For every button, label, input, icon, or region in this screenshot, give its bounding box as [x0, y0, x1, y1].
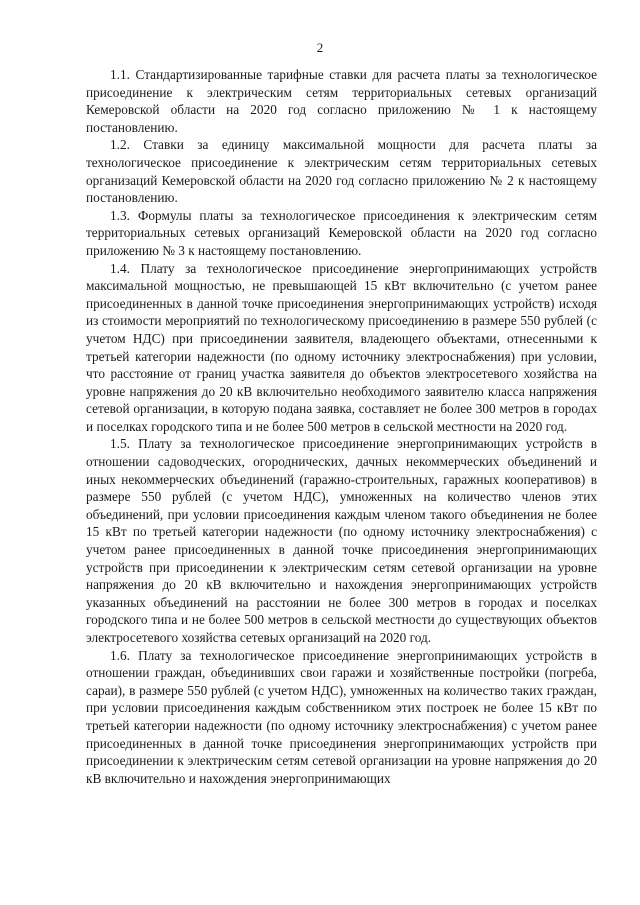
- paragraph-1-4: 1.4. Плату за технологическое присоединение энергопринимающих устройств максимальной мощностью, не превышающей 15 кВт включительно (с учетом ранее присоединенных в данной точке присоединения энергопринимающих устройств) исходя из стоимости мероприятий по технологическому присоединению в размере 550 рублей (с учетом НДС) при присоединении заявителя, владеющего объектами, отнесенными к третьей категории надежности (по одному источнику электроснабжения) при условии, что расстояние от границ участка заявителя до объектов электросетевого хозяйства на уровне напряжения до 20 кВ включительно необходимого заявителю класса напряжения сетевой организации, в которую подана заявка, составляет не более 300 метров в городах и поселках городского типа и не более 500 метров в сельской местности на 2020 год.: [86, 260, 597, 434]
- document-body: [86, 66, 597, 787]
- paragraph-1-6: 1.6. Плату за технологическое присоединение энергопринимающих устройств в отношении граждан, объединивших свои гаражи и хозяйственные постройки (погреба, сараи), в размере 550 рублей (с учетом НДС), умноженных на количество таких граждан, при условии присоединения каждым собственником этих построек не более 15 кВт по третьей категории надежности (по одному источнику электроснабжения) с учетом ранее присоединенных в данной точке присоединения энергопринимающих устройств при присоединении к электрическим сетям сетевой организации на уровне напряжения до 20 кВ включительно и нахождения энергопринимающих: [86, 647, 597, 786]
- paragraph-1-1: 1.1. Стандартизированные тарифные ставки для расчета платы за технологическое присоединение к электрическим сетям территориальных сетевых организаций Кемеровской области на 2020 год согласно приложению № 1 к настоящему постановлению.: [86, 67, 597, 135]
- paragraph-1-3: 1.3. Формулы платы за технологическое присоединения к электрическим сетям территориальных сетевых организаций Кемеровской области на 2020 год согласно приложению № 3 к настоящему постановлению.: [86, 207, 597, 258]
- paragraph-1-5: 1.5. Плату за технологическое присоединение энергопринимающих устройств в отношении садоводческих, огороднических, дачных некоммерческих объединений и иных некоммерческих объединений (гаражно-строительных, гаражных кооперативов) в размере 550 рублей (с учетом НДС), умноженных на количество членов этих объединений, при условии присоединения каждым членом такого объединения не более 15 кВт по третьей категории надежности (по одному источнику электроснабжения) с учетом ранее присоединенных в данной точке присоединения энергопринимающих устройств при присоединении к электрическим сетям сетевой организации на уровне напряжения до 20 кВ включительно и нахождения энергопринимающих устройств указанных объединений на расстоянии не более 300 метров в городах и поселках городского типа и не более 500 метров в сельской местности до существующих объектов электросетевого хозяйства сетевых организаций на 2020 год.: [86, 436, 597, 645]
- paragraph-1-2: 1.2. Ставки за единицу максимальной мощности для расчета платы за технологическое присоединение к электрическим сетям территориальных сетевых организаций Кемеровской области на 2020 год согласно приложению № 2 к настоящему постановлению.: [86, 137, 597, 206]
- page-number: 2: [316, 40, 324, 55]
